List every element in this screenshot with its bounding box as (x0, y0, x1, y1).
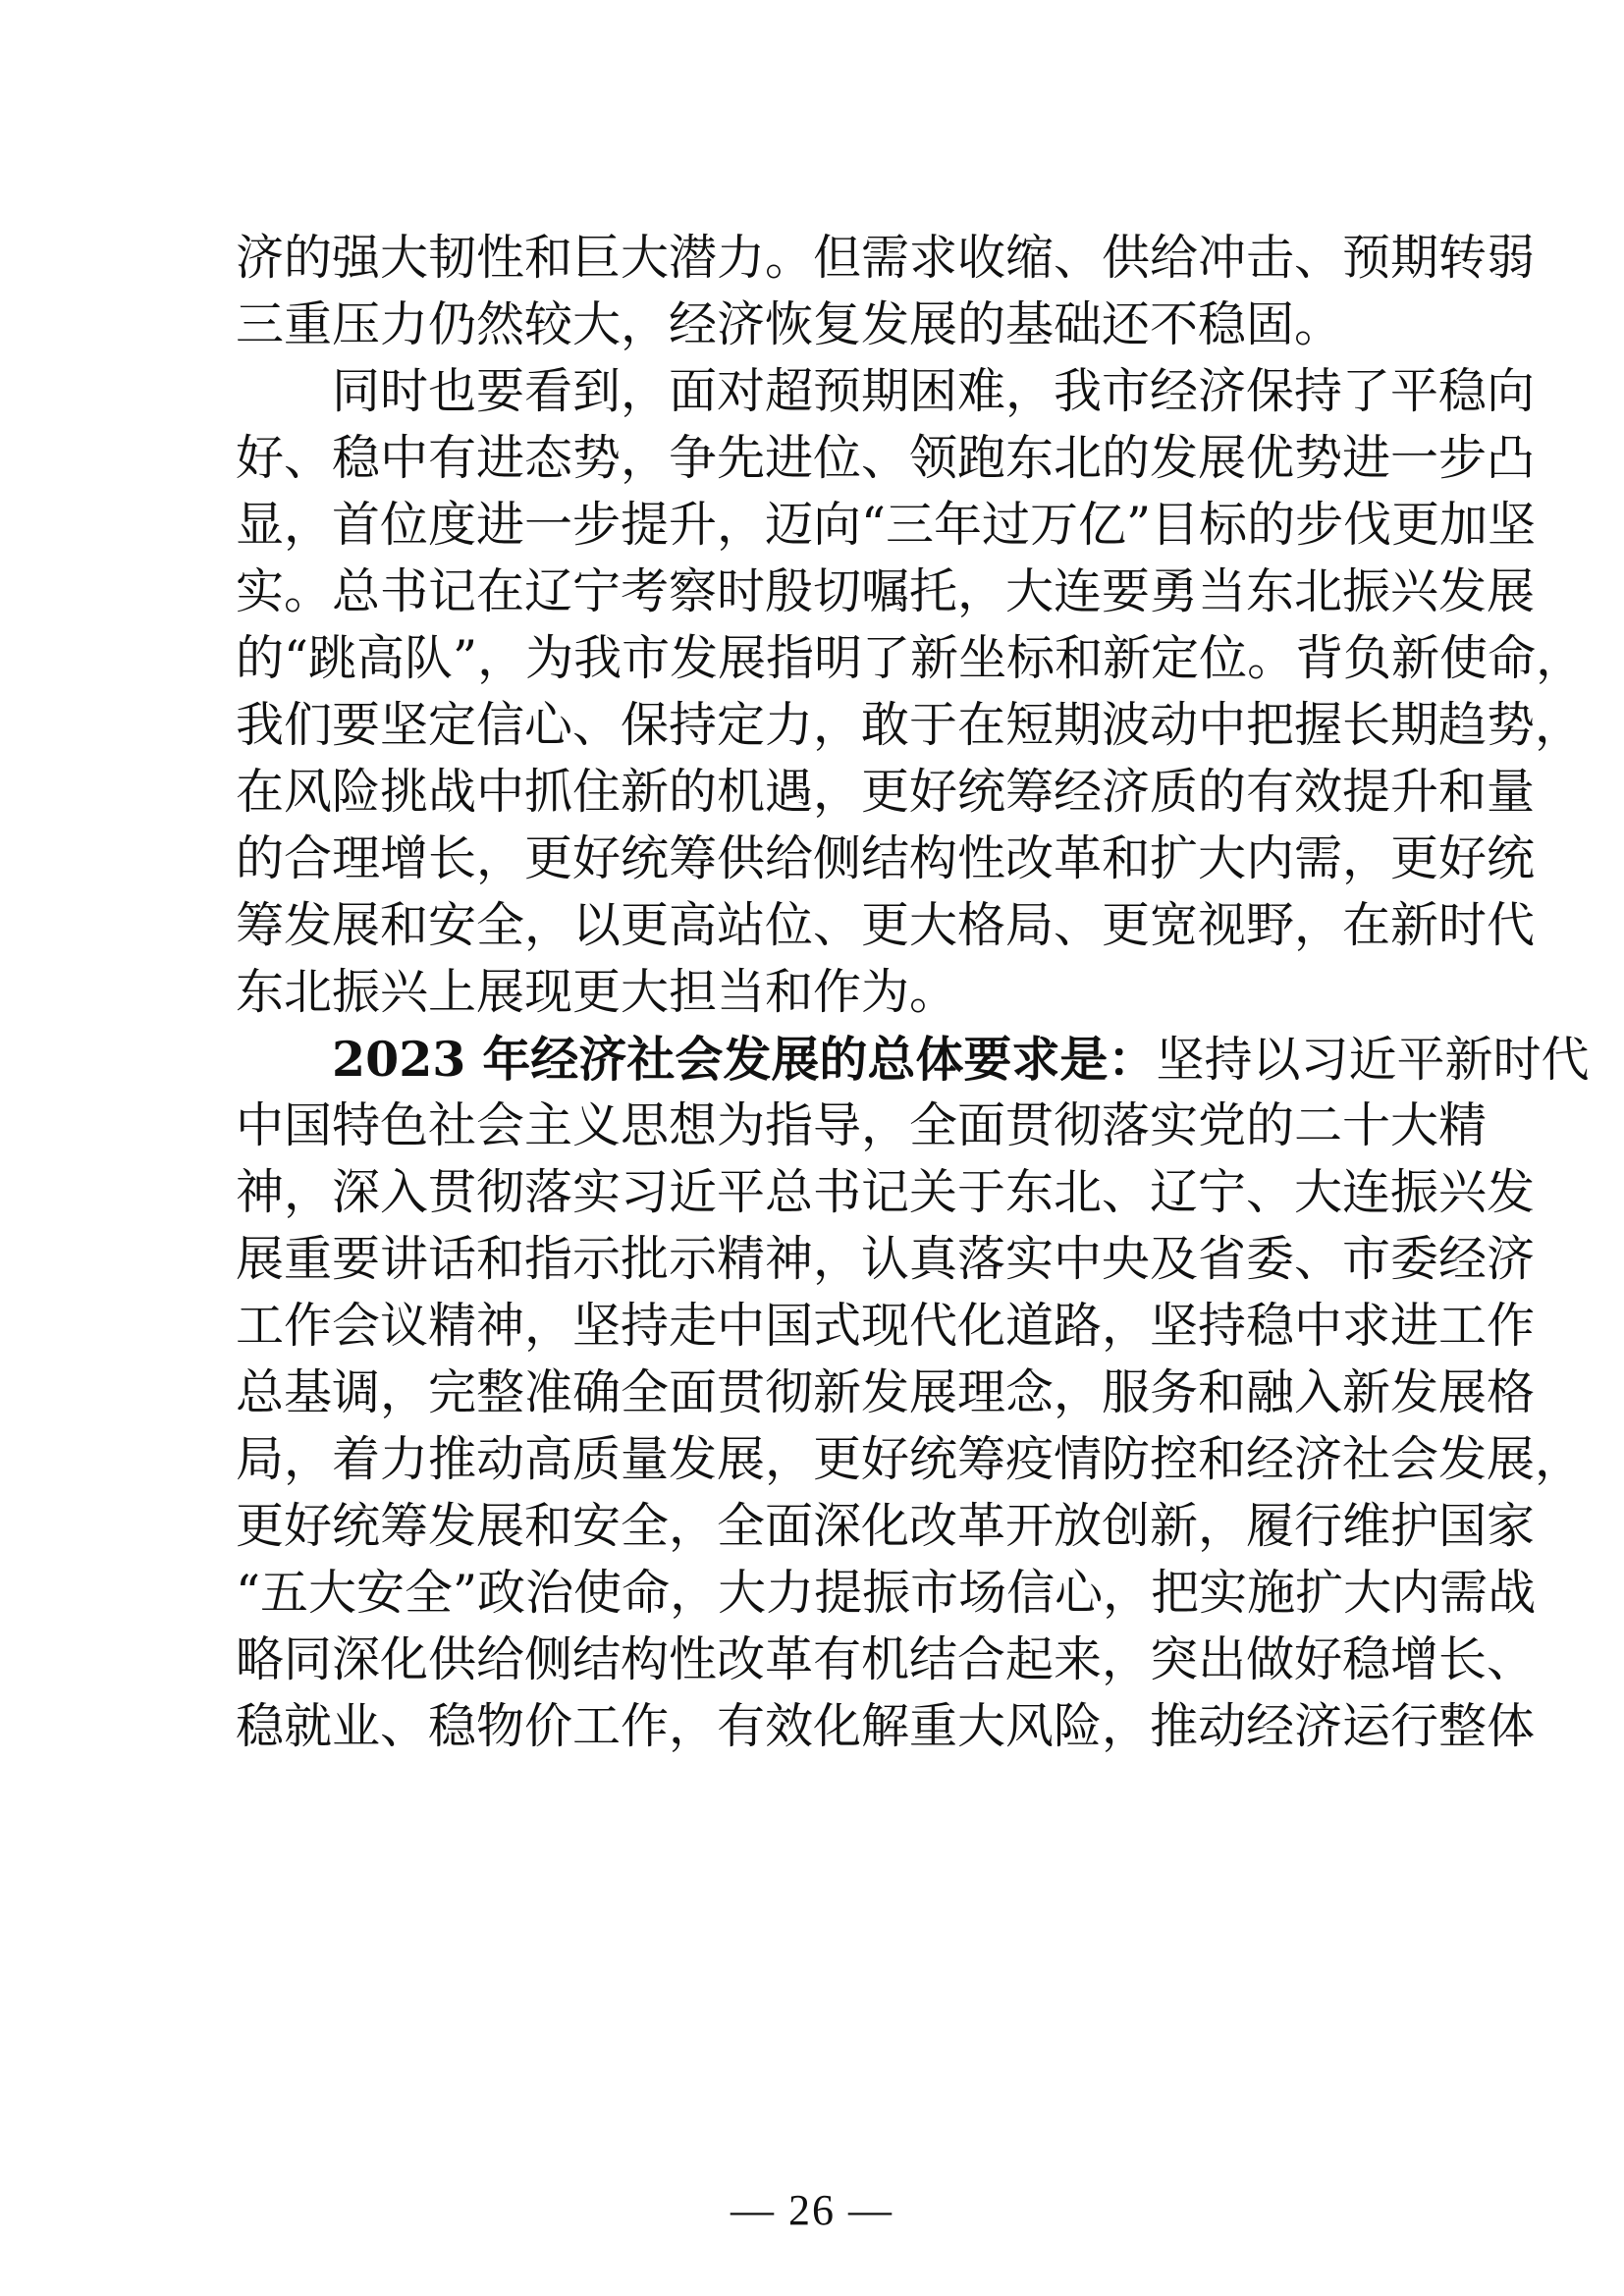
text-line: 总基调，完整准确全面贯彻新发展理念，服务和融入新发展格 (236, 1364, 1536, 1420)
text-line: 局，着力推动高质量发展，更好统筹疫情防控和经济社会发展， (236, 1431, 1584, 1487)
text-line: 筹发展和安全，以更高站位、更大格局、更宽视野，在新时代 (236, 897, 1536, 953)
paragraph-overall-requirements (236, 1026, 1590, 1760)
text-line: 同时也要看到，面对超预期困难，我市经济保持了平稳向 (332, 363, 1536, 419)
text-line: 东北振兴上展现更大担当和作为。 (236, 964, 958, 1020)
text-line: 工作会议精神，坚持走中国式现代化道路，坚持稳中求进工作 (236, 1298, 1536, 1354)
document-body (236, 225, 1590, 1760)
text-line: 更好统筹发展和安全，全面深化改革开放创新，履行维护国家 (236, 1498, 1536, 1554)
text-line: 稳就业、稳物价工作，有效化解重大风险，推动经济运行整体 (236, 1698, 1536, 1754)
paragraph-continuation (236, 225, 1536, 358)
page-number: — 26 — (731, 2186, 893, 2234)
text-line: 的“跳高队”，为我市发展指明了新坐标和新定位。背负新使命， (236, 630, 1585, 686)
text-line: 中国特色社会主义思想为指导，全面贯彻落实党的二十大精 (236, 1097, 1488, 1153)
text-line: 显，首位度进一步提升，迈向“三年过万亿”目标的步伐更加坚 (236, 497, 1537, 553)
text-line: 济的强大韧性和巨大潜力。但需求收缩、供给冲击、预期转弱 (236, 230, 1536, 286)
text-line: 好、稳中有进态势，争先进位、领跑东北的发展优势进一步凸 (236, 430, 1536, 486)
text-line: 略同深化供给侧结构性改革有机结合起来，突出做好稳增长、 (236, 1631, 1536, 1687)
text-line: 的合理增长，更好统筹供给侧结构性改革和扩大内需，更好统 (236, 830, 1536, 886)
section-lead-heading: 2023 年经济社会发展的总体要求是： (332, 1031, 1157, 1088)
text-line: 实。总书记在辽宁考察时殷切嘱托，大连要勇当东北振兴发展 (236, 563, 1536, 619)
text-line: 在风险挑战中抓住新的机遇，更好统筹经济质的有效提升和量 (236, 764, 1536, 820)
text-fragment: 坚持以习近平新时代 (1156, 1032, 1590, 1088)
text-line: “五大安全”政治使命，大力提振市场信心，把实施扩大内需战 (236, 1565, 1537, 1621)
text-line: 神，深入贯彻落实习近平总书记关于东北、辽宁、大连振兴发 (236, 1164, 1536, 1220)
text-line (236, 1026, 1590, 1093)
paragraph-outlook (236, 358, 1585, 1026)
text-line: 我们要坚定信心、保持定力，敢于在短期波动中把握长期趋势， (236, 697, 1584, 753)
text-line: 三重压力仍然较大，经济恢复发展的基础还不稳固。 (236, 296, 1343, 352)
text-line: 展重要讲话和指示批示精神，认真落实中央及省委、市委经济 (236, 1231, 1536, 1287)
